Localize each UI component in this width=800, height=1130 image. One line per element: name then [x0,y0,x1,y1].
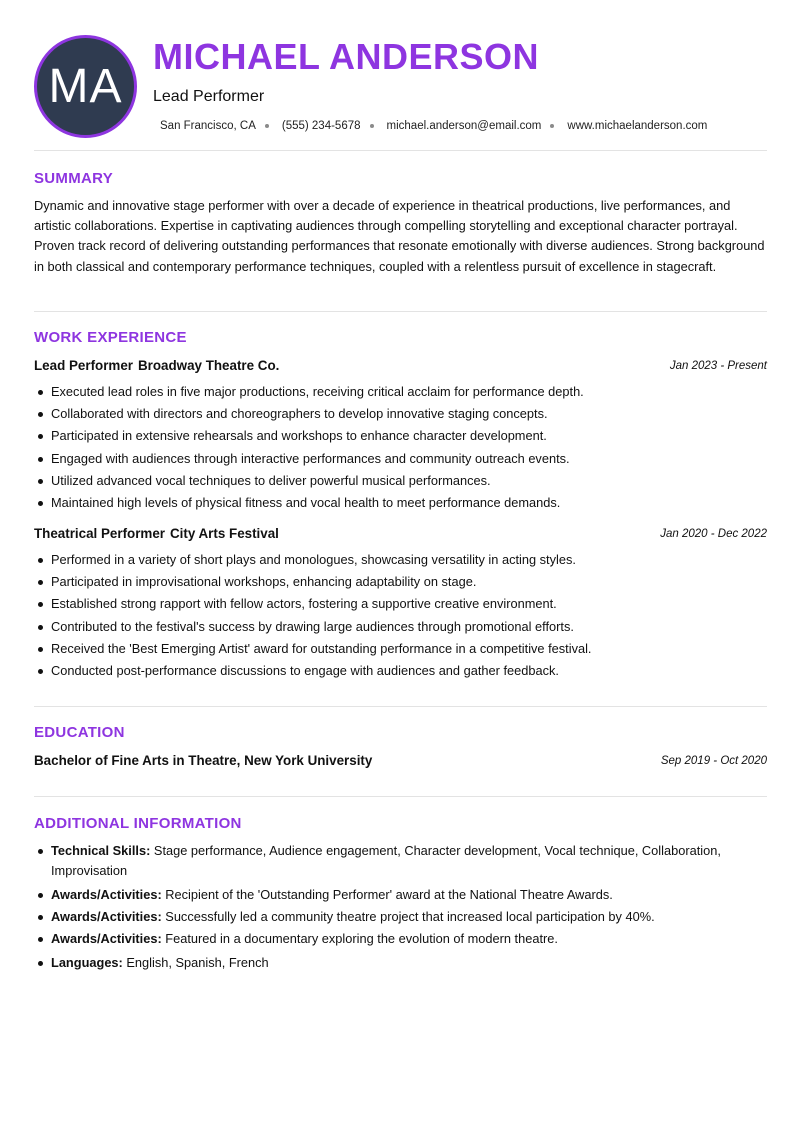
education-degree: Bachelor of Fine Arts in Theatre, New York University [34,753,373,768]
resume-header [0,0,800,150]
list-item: Maintained high levels of physical fitness and vocal health to meet performance demands. [34,492,767,514]
separator-dot [370,124,374,128]
separator-dot [550,124,554,128]
list-item [34,929,767,949]
item-text: Recipient of the 'Outstanding Performer' award at the National Theatre Awards. [165,887,613,902]
item-text: Featured in a documentary exploring the evolution of modern theatre. [165,931,558,946]
separator-dot [265,124,269,128]
list-item: Conducted post-performance discussions to engage with audiences and gather feedback. [34,660,767,682]
list-item: Collaborated with directors and choreographers to develop innovative staging concepts. [34,403,767,425]
avatar-initials: MA [48,59,123,113]
work-experience-heading: WORK EXPERIENCE [34,329,187,346]
section-divider [34,311,767,312]
avatar [34,35,137,138]
list-item: Engaged with audiences through interactive performances and community outreach events. [34,448,767,470]
item-label: Awards/Activities: [51,887,162,902]
list-item: Established strong rapport with fellow actors, fostering a supportive creative environment. [34,593,767,615]
list-item: Received the 'Best Emerging Artist' award for outstanding performance in a competitive festival. [34,638,767,660]
education-heading: EDUCATION [34,724,125,741]
job-role: Theatrical Performer [34,526,165,541]
item-text: English, Spanish, French [126,955,269,970]
item-text: Stage performance, Audience engagement, Character development, Vocal technique, Collaboration, Improvisation [51,843,721,878]
item-text: Successfully led a community theatre project that increased local participation by 40%. [165,909,655,924]
item-label: Technical Skills: [51,843,151,858]
education-entry [34,753,767,771]
additional-info-heading: ADDITIONAL INFORMATION [34,815,242,832]
list-item: Participated in improvisational workshops, enhancing adaptability on stage. [34,571,767,593]
contact-location: San Francisco, CA [160,120,256,132]
job-company: City Arts Festival [169,526,279,541]
list-item: Participated in extensive rehearsals and workshops to enhance character development. [34,425,767,447]
job-header [34,526,767,544]
job-role: Lead Performer [34,358,133,373]
section-divider [34,706,767,707]
contact-phone: (555) 234-5678 [281,120,361,132]
list-item: Performed in a variety of short plays and monologues, showcasing versatility in acting styles. [34,549,767,571]
list-item [34,907,767,927]
candidate-title: Lead Performer [153,88,265,105]
list-item [34,953,767,973]
section-divider [34,796,767,797]
list-item: Contributed to the festival's success by drawing large audiences through promotional efforts. [34,616,767,638]
list-item [34,885,767,905]
item-label: Awards/Activities: [51,909,162,924]
job-bullet-list [34,549,767,682]
job-company: Broadway Theatre Co. [137,358,280,373]
additional-info-list [34,841,767,975]
summary-text: Dynamic and innovative stage performer with over a decade of experience in theatrical productions, live performances, and artistic collaborations. Expertise in captivating audiences through compelling storytelling and exceptional character portrayal. Proven track record of delivering outstanding performances that resonate emotionally with diverse audiences. Strong background in both classical and contemporary performance techniques, coupled with a relentless pursuit of excellence in stagecraft. [34,198,765,274]
section-divider [34,150,767,151]
job-header [34,358,767,376]
contact-line [160,120,707,132]
contact-email[interactable]: michael.anderson@email.com [386,120,542,132]
contact-website[interactable]: www.michaelanderson.com [567,120,708,132]
list-item: Utilized advanced vocal techniques to deliver powerful musical performances. [34,470,767,492]
job-dates: Jan 2020 - Dec 2022 [660,528,767,540]
candidate-name: MICHAEL ANDERSON [153,36,540,77]
job-title-line [34,358,767,373]
item-label: Languages: [51,955,123,970]
list-item: Executed lead roles in five major productions, receiving critical acclaim for performance depth. [34,381,767,403]
job-dates: Jan 2023 - Present [669,360,767,372]
education-dates: Sep 2019 - Oct 2020 [660,755,767,767]
job-bullet-list [34,381,767,514]
list-item [34,841,767,881]
item-label: Awards/Activities: [51,931,162,946]
summary-heading: SUMMARY [34,170,114,187]
job-title-line [34,526,767,541]
